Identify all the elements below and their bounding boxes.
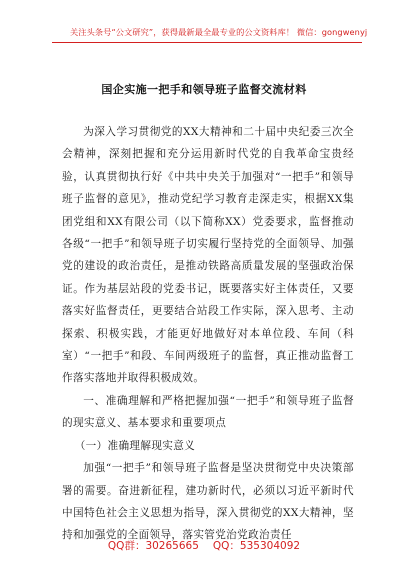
footer-qq-group: QQ群：30265665 bbox=[107, 540, 199, 552]
header-divider bbox=[52, 42, 362, 43]
footer-qq-number: QQ：535304092 bbox=[212, 540, 301, 552]
section-heading-1: 一、准确理解和严格把握加强“一把手”和领导班子监督的现实意义、基本要求和重要项点 bbox=[62, 394, 354, 430]
subsection-heading-1: （一）准确理解现实意义 bbox=[74, 439, 196, 452]
document-body bbox=[62, 121, 354, 547]
document-title: 国企实施一把手和领导班子监督交流材料 bbox=[101, 83, 307, 96]
footer-contacts bbox=[0, 538, 408, 553]
paragraph-body: 加强“一把手”和领导班子监督是坚决贯彻党中央决策部署的需要。奋进新征程，建功新时代，必须以习近平新时代中国特色社会主义思想为指导，深入贯彻党的XX大精神，坚持和加强党的全面领导，落实管党治党政治责任 bbox=[62, 462, 354, 542]
header-banner: 关注头条号“公文研究”，获得最新最全最专业的公文资料库！ 微信：gongwenyj bbox=[70, 27, 368, 37]
paragraph-intro: 为深入学习贯彻党的XX大精神和二十届中央纪委三次全会精神，深刻把握和充分运用新时代党的自我革命宝贵经验，认真贯彻执行好《中共中央关于加强对“一把手”和领导班子监督的意见》，推动党纪学习教育走深走实，根据XX集团党组和XX有限公司（以下简称XX）党委要求，监督推动各级“一把手”和领导班子切实履行坚持党的全面领导、加强党的建设的政治责任，是推动铁路高质量发展的坚强政治保证。作为基层站段的党委书记，既要落实好主体责任，又要落实好监督责任，更要结合站段工作实际，深入思考、主动探索、积极实践，才能更好地做好对本单位段、车间（科室）“一把手”和段、车间两级班子的监督，真正推动监督工作落实落地并取得积极成效。 bbox=[62, 126, 354, 385]
